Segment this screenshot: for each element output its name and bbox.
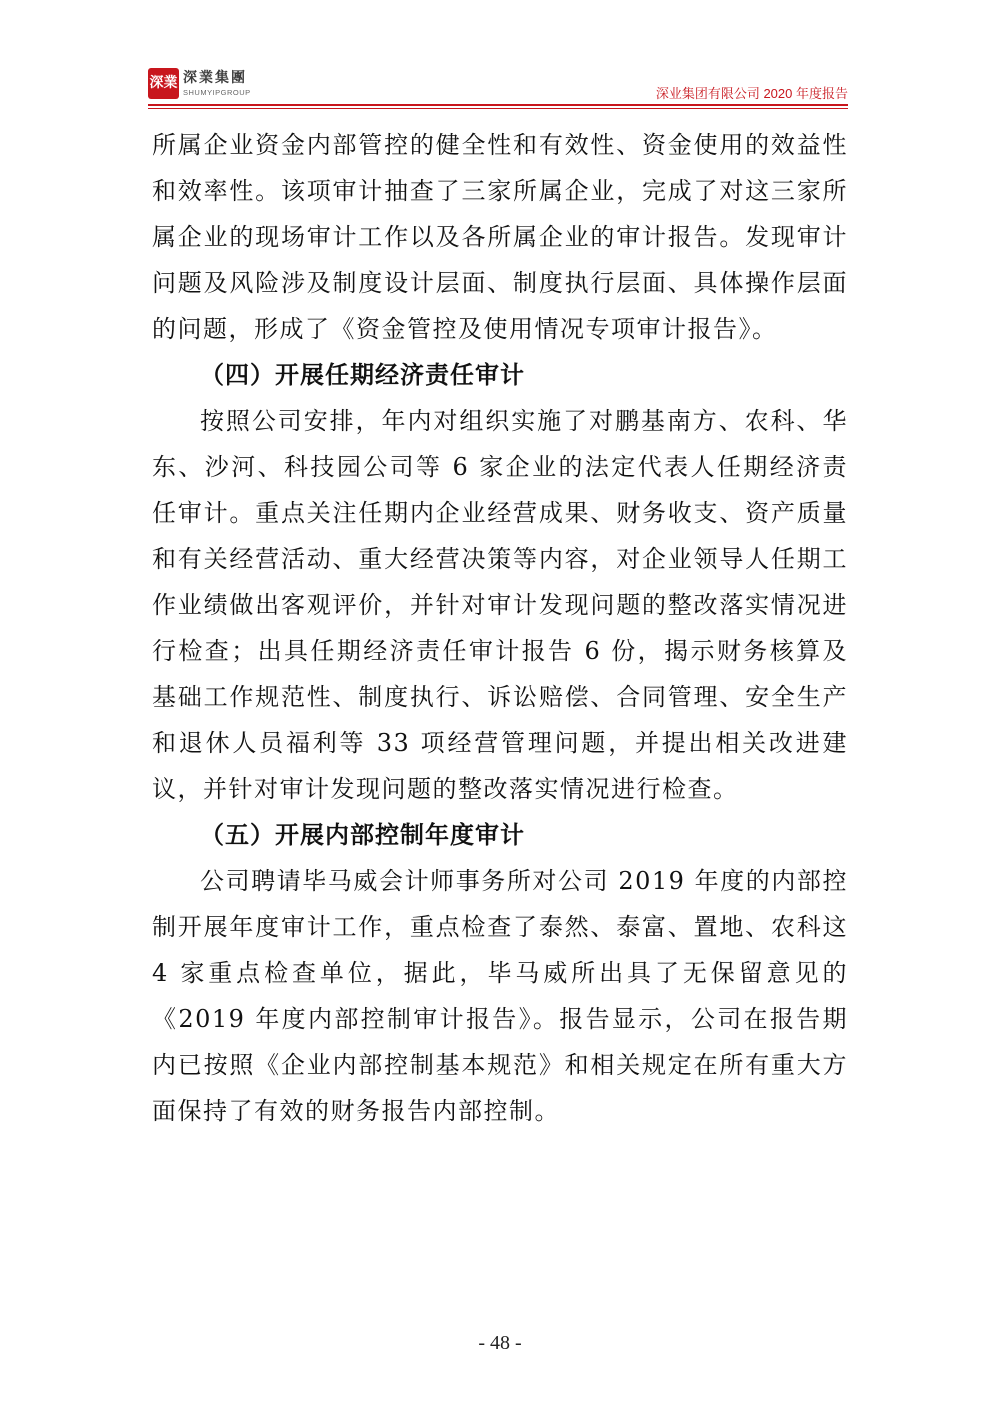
page-number: - 48 -: [478, 1332, 522, 1354]
section-heading-tenure-audit: （四）开展任期经济责任审计: [200, 361, 525, 389]
header-divider: [148, 104, 848, 106]
page-header: [0, 0, 1000, 110]
paragraph-fund-audit: 所属企业资金内部管控的健全性和有效性、资金使用的效益性和效率性。该项审计抽查了三家所属企业，完成了对这三家所属企业的现场审计工作以及各所属企业的审计报告。发现审计问题及风险涉及制度设计层面、制度执行层面、具体操作层面的问题，形成了《资金管控及使用情况专项审计报告》。: [152, 131, 848, 343]
document-body: [152, 122, 848, 1134]
header-divider-thin: [148, 108, 848, 109]
company-logo: [148, 66, 258, 102]
paragraph-internal-control-audit: 公司聘请毕马威会计师事务所对公司 2019 年度的内部控制开展年度审计工作，重点检查了泰然、泰富、置地、农科这 4 家重点检查单位，据此，毕马威所出具了无保留意见的《2019 年度内部控制审计报告》。报告显示，公司在报告期内已按照《企业内部控制基本规范》和相关规定在所有重大方面保持了有效的财务报告内部控制。: [152, 867, 848, 1125]
logo-english-name: SHUMYIPGROUP: [183, 88, 251, 97]
report-title: 深业集团有限公司 2020 年度报告: [655, 86, 848, 101]
paragraph-tenure-audit: 按照公司安排，年内对组织实施了对鹏基南方、农科、华东、沙河、科技园公司等 6 家企业的法定代表人任期经济责任审计。重点关注任期内企业经营成果、财务收支、资产质量和有关经营活动、重大经营决策等内容，对企业领导人任期工作业绩做出客观评价，并针对审计发现问题的整改落实情况进行检查；出具任期经济责任审计报告 6 份，揭示财务核算及基础工作规范性、制度执行、诉讼赔偿、合同管理、安全生产和退休人员福利等 33 项经营管理问题，并提出相关改进建议，并针对审计发现问题的整改落实情况进行检查。: [152, 407, 848, 803]
logo-seal: 深業: [148, 68, 179, 99]
section-heading-internal-control-audit: （五）开展内部控制年度审计: [200, 821, 525, 849]
logo-chinese-name: 深業集團: [183, 70, 247, 86]
